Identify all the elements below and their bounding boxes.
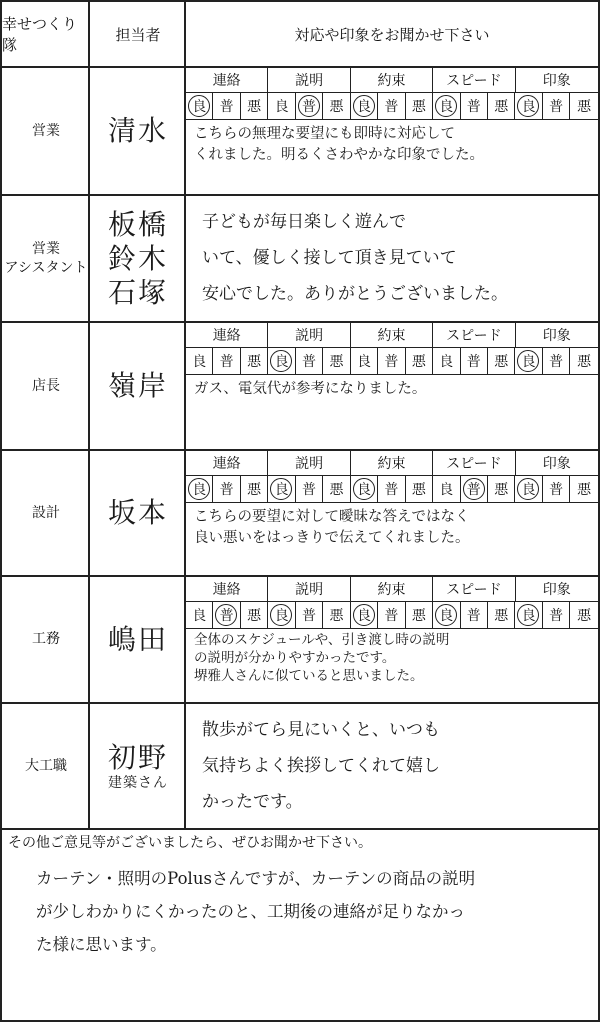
rating-option[interactable]: 普 <box>213 348 240 374</box>
category-label: 約束 <box>351 68 433 92</box>
rating-option[interactable]: 普 <box>296 348 323 374</box>
survey-row <box>2 323 598 451</box>
staff-name-line: 清水 <box>107 114 168 147</box>
category-row <box>186 68 598 93</box>
category-label: 説明 <box>268 68 350 92</box>
rating-option-selected[interactable]: 良 <box>186 93 213 119</box>
rating-option-selected[interactable]: 良 <box>515 602 542 628</box>
staff-name-line: 嶺岸 <box>107 369 168 402</box>
rating-option-selected[interactable]: 良 <box>433 602 460 628</box>
rating-option[interactable]: 悪 <box>406 93 433 119</box>
rating-row <box>186 476 598 503</box>
rating-option[interactable]: 良 <box>186 348 213 374</box>
rating-option-selected[interactable]: 良 <box>433 93 460 119</box>
category-label: スピード <box>433 577 515 601</box>
survey-row <box>2 451 598 577</box>
rating-option[interactable]: 普 <box>296 476 323 502</box>
rating-option[interactable]: 良 <box>351 348 378 374</box>
rating-option-selected[interactable]: 良 <box>268 348 295 374</box>
category-label: 印象 <box>542 456 571 472</box>
feedback-area <box>186 68 598 194</box>
rating-option[interactable]: 普 <box>543 476 570 502</box>
rating-option[interactable]: 普 <box>296 602 323 628</box>
header-feedback: 対応や印象をお聞かせ下さい <box>186 2 598 68</box>
handwritten-comment: こちらの要望に対して曖昧な答えではなく 良い悪いをはっきりで伝えてくれました。 <box>194 509 470 546</box>
rating-option[interactable]: 悪 <box>323 348 350 374</box>
rating-option[interactable]: 悪 <box>577 354 592 370</box>
feedback-area <box>186 704 598 828</box>
rating-option[interactable]: 良 <box>268 93 295 119</box>
rating-option[interactable]: 普 <box>378 602 405 628</box>
category-label: 説明 <box>268 451 350 475</box>
rating-option[interactable]: 悪 <box>241 93 268 119</box>
rating-option-selected[interactable]: 良 <box>351 476 378 502</box>
category-label: スピード <box>433 451 515 475</box>
survey-row <box>2 196 598 323</box>
rating-option[interactable]: 悪 <box>323 602 350 628</box>
col-divider <box>88 2 90 830</box>
rating-option[interactable]: 悪 <box>488 93 515 119</box>
survey-row <box>2 704 598 830</box>
rating-option[interactable]: 良 <box>433 348 460 374</box>
category-label: 印象 <box>542 328 571 344</box>
category-row <box>186 451 598 476</box>
rating-row <box>186 93 598 120</box>
handwritten-comment: 子どもが毎日楽しく遊んで いて、優しく接して頂き見ていて 安心でした。ありがとうございました。 <box>202 212 508 304</box>
rating-option-selected[interactable]: 良 <box>268 602 295 628</box>
rating-row <box>186 602 598 629</box>
rating-option[interactable]: 普 <box>543 348 570 374</box>
category-label: 印象 <box>542 582 571 598</box>
survey-row <box>2 577 598 704</box>
rating-option[interactable]: 悪 <box>406 602 433 628</box>
department-label: 営業 <box>32 122 60 139</box>
feedback-area <box>186 323 598 449</box>
category-row <box>186 323 598 348</box>
other-comments-text: カーテン・照明のPolusさんですが、カーテンの商品の説明 が少しわかりにくかったのと、工期後の連絡が足りなかっ た様に思います。 <box>36 869 476 954</box>
staff-name <box>90 323 186 449</box>
feedback-area <box>186 196 598 321</box>
department-label: 大工職 <box>25 757 67 774</box>
rating-option-selected[interactable]: 良 <box>515 476 542 502</box>
rating-option-selected[interactable]: 良 <box>351 602 378 628</box>
rating-option-selected[interactable]: 良 <box>515 348 542 374</box>
staff-name-line: 鈴木 <box>107 241 168 275</box>
rating-option-selected[interactable]: 良 <box>515 93 542 119</box>
department-label: 工務 <box>32 631 60 647</box>
handwritten-comment: ガス、電気代が参考になりました。 <box>194 381 427 397</box>
staff-name <box>90 577 186 702</box>
category-label: スピード <box>433 323 515 347</box>
rating-option[interactable]: 悪 <box>323 476 350 502</box>
rating-row <box>186 348 598 375</box>
rating-option[interactable]: 悪 <box>241 602 268 628</box>
handwritten-comment: 全体のスケジュールや、引き渡し時の説明 の説明が分かりやすかったです。 堺雅人さんに似ていると思いました。 <box>194 632 450 684</box>
staff-name <box>90 451 186 575</box>
rating-option[interactable]: 悪 <box>488 476 515 502</box>
rating-option[interactable]: 悪 <box>406 476 433 502</box>
rating-option[interactable]: 普 <box>378 93 405 119</box>
staff-name-line: 初野 <box>107 741 168 774</box>
col-divider <box>184 2 186 830</box>
category-row <box>186 577 598 602</box>
department-label: 設計 <box>32 504 60 521</box>
staff-name-line: 坂本 <box>107 496 168 529</box>
staff-name <box>90 704 186 828</box>
category-label: 連絡 <box>186 68 268 92</box>
rating-option[interactable]: 普 <box>213 476 240 502</box>
category-label: 約束 <box>351 451 433 475</box>
rating-option-selected[interactable]: 良 <box>351 93 378 119</box>
survey-row <box>2 68 598 196</box>
rating-option[interactable]: 普 <box>543 602 570 628</box>
header-staff: 担当者 <box>90 2 186 68</box>
staff-name-line: 石塚 <box>107 275 168 309</box>
category-label: 連絡 <box>186 323 268 347</box>
other-comments-prompt: その他ご意見等がございましたら、ぜひお聞かせ下さい。 <box>8 835 372 851</box>
rating-option[interactable]: 普 <box>461 602 488 628</box>
rating-option-selected[interactable]: 普 <box>461 476 488 502</box>
category-label: 約束 <box>351 323 433 347</box>
other-comments-section <box>2 830 598 1020</box>
rating-option-selected[interactable]: 良 <box>186 476 213 502</box>
rating-option[interactable]: 良 <box>433 476 460 502</box>
category-label: スピード <box>433 68 515 92</box>
category-label: 約束 <box>351 577 433 601</box>
category-label: 連絡 <box>186 451 268 475</box>
feedback-area <box>186 577 598 702</box>
rating-option[interactable]: 普 <box>543 93 570 119</box>
category-label: 説明 <box>268 323 350 347</box>
rating-option[interactable]: 悪 <box>406 348 433 374</box>
category-label: 印象 <box>542 73 571 89</box>
rating-option-selected[interactable]: 良 <box>268 476 295 502</box>
rating-option[interactable]: 悪 <box>241 348 268 374</box>
rating-option[interactable]: 悪 <box>577 482 592 498</box>
rating-option[interactable]: 普 <box>378 348 405 374</box>
rating-option[interactable]: 悪 <box>577 99 592 115</box>
category-label: 連絡 <box>186 577 268 601</box>
rating-option[interactable]: 悪 <box>488 602 515 628</box>
rating-option[interactable]: 悪 <box>241 476 268 502</box>
staff-name <box>90 196 186 321</box>
department-label: 営業 アシスタント <box>4 240 88 276</box>
rating-option[interactable]: 普 <box>461 348 488 374</box>
rating-option[interactable]: 普 <box>378 476 405 502</box>
rating-option[interactable]: 悪 <box>323 93 350 119</box>
staff-name-line: 板橋 <box>107 207 168 241</box>
rating-option[interactable]: 悪 <box>577 608 592 624</box>
rating-option-selected[interactable]: 普 <box>296 93 323 119</box>
handwritten-comment: こちらの無理な要望にも即時に対応して くれました。明るくさわやかな印象でした。 <box>194 126 484 163</box>
rating-option[interactable]: 悪 <box>488 348 515 374</box>
rating-option[interactable]: 普 <box>213 93 240 119</box>
rating-option[interactable]: 普 <box>461 93 488 119</box>
department-label: 店長 <box>32 377 60 394</box>
rating-option-selected[interactable]: 普 <box>213 602 240 628</box>
feedback-area <box>186 451 598 575</box>
header-team: 幸せつくり隊 <box>2 2 90 68</box>
rating-option[interactable]: 良 <box>186 602 213 628</box>
staff-name-line: 嶋田 <box>107 622 168 656</box>
category-label: 説明 <box>268 577 350 601</box>
staff-name-sub: 建築さん <box>108 775 168 791</box>
staff-name <box>90 68 186 194</box>
handwritten-comment: 散歩がてら見にいくと、いつも 気持ちよく挨拶してくれて嬉し かったです。 <box>202 720 440 812</box>
